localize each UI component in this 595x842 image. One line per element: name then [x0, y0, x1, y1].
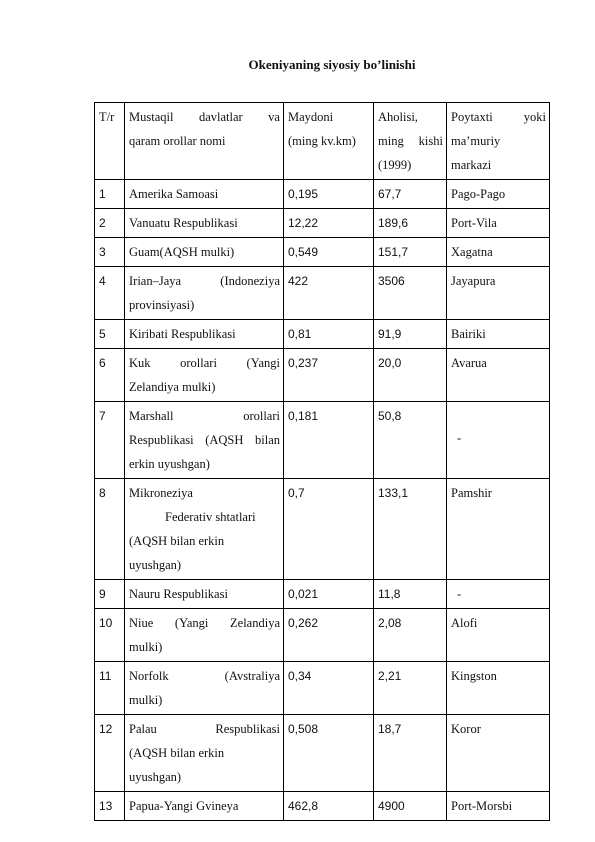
row-population: 11,8 [374, 580, 447, 609]
row-area: 0,549 [284, 238, 374, 267]
row-area: 0,181 [284, 402, 374, 479]
row-number: 6 [95, 349, 125, 402]
table-row [95, 238, 550, 267]
row-capital: Xagatna [447, 238, 550, 267]
row-name: Amerika Samoasi [125, 180, 284, 209]
table-row [95, 580, 550, 609]
row-area: 0,34 [284, 662, 374, 715]
row-capital: Koror [447, 715, 550, 792]
row-population: 4900 [374, 792, 447, 821]
row-number: 7 [95, 402, 125, 479]
row-name: Nauru Respublikasi [125, 580, 284, 609]
header-name: Mustaqil davlatlar va qaram orollar nomi [125, 103, 284, 180]
row-area: 0,81 [284, 320, 374, 349]
row-population: 2,08 [374, 609, 447, 662]
row-number: 12 [95, 715, 125, 792]
table-row [95, 792, 550, 821]
row-population: 133,1 [374, 479, 447, 580]
table-row [95, 320, 550, 349]
row-area: 0,021 [284, 580, 374, 609]
row-capital: Kingston [447, 662, 550, 715]
row-capital: Avarua [447, 349, 550, 402]
row-number: 13 [95, 792, 125, 821]
row-population: 151,7 [374, 238, 447, 267]
table-row [95, 715, 550, 792]
table-row [95, 267, 550, 320]
header-population: Aholisi, ming kishi (1999) [374, 103, 447, 180]
row-area: 12,22 [284, 209, 374, 238]
row-name: Irian–Jaya (Indoneziya provinsiyasi) [125, 267, 284, 320]
header-no: T/r [95, 103, 125, 180]
row-population: 189,6 [374, 209, 447, 238]
row-population: 67,7 [374, 180, 447, 209]
row-number: 11 [95, 662, 125, 715]
row-capital: Jayapura [447, 267, 550, 320]
row-number: 8 [95, 479, 125, 580]
row-capital: Alofi [447, 609, 550, 662]
row-capital: - [447, 402, 550, 479]
row-name: Kiribati Respublikasi [125, 320, 284, 349]
row-number: 9 [95, 580, 125, 609]
row-name: Norfolk (Avstraliya mulki) [125, 662, 284, 715]
row-number: 10 [95, 609, 125, 662]
row-area: 422 [284, 267, 374, 320]
row-number: 5 [95, 320, 125, 349]
row-population: 50,8 [374, 402, 447, 479]
row-area: 0,262 [284, 609, 374, 662]
table-row [95, 180, 550, 209]
territories-table [94, 102, 550, 821]
table-row [95, 402, 550, 479]
row-population: 3506 [374, 267, 447, 320]
row-name: Mikroneziya Federativ shtatlari (AQSH bilan erkin uyushgan) [125, 479, 284, 580]
row-name: Guam(AQSH mulki) [125, 238, 284, 267]
row-capital: Pamshir [447, 479, 550, 580]
row-name: Vanuatu Respublikasi [125, 209, 284, 238]
row-area: 0,508 [284, 715, 374, 792]
row-number: 2 [95, 209, 125, 238]
row-capital: Port-Morsbi [447, 792, 550, 821]
table-row [95, 209, 550, 238]
header-area: Maydoni (ming kv.km) [284, 103, 374, 180]
row-area: 0,237 [284, 349, 374, 402]
document-title: Okeniyaning siyosiy bo’linishi [248, 57, 416, 72]
row-capital: Bairiki [447, 320, 550, 349]
row-number: 4 [95, 267, 125, 320]
table-row [95, 662, 550, 715]
header-capital: Poytaxti yoki ma’muriy markazi [447, 103, 550, 180]
row-population: 20,0 [374, 349, 447, 402]
table-row [95, 349, 550, 402]
row-capital: Port-Vila [447, 209, 550, 238]
table-row [95, 479, 550, 580]
table-header-row [95, 103, 550, 180]
row-area: 0,195 [284, 180, 374, 209]
row-name: Marshall orollari Respublikasi (AQSH bilan erkin uyushgan) [125, 402, 284, 479]
row-capital: Pago-Pago [447, 180, 550, 209]
row-area: 0,7 [284, 479, 374, 580]
row-name: Palau Respublikasi (AQSH bilan erkin uyushgan) [125, 715, 284, 792]
row-name: Papua-Yangi Gvineya [125, 792, 284, 821]
row-population: 91,9 [374, 320, 447, 349]
row-number: 3 [95, 238, 125, 267]
table-row [95, 609, 550, 662]
row-population: 18,7 [374, 715, 447, 792]
row-name: Kuk orollari (Yangi Zelandiya mulki) [125, 349, 284, 402]
row-capital: - [447, 580, 550, 609]
row-name: Niue (Yangi Zelandiya mulki) [125, 609, 284, 662]
row-population: 2,21 [374, 662, 447, 715]
row-area: 462,8 [284, 792, 374, 821]
row-number: 1 [95, 180, 125, 209]
